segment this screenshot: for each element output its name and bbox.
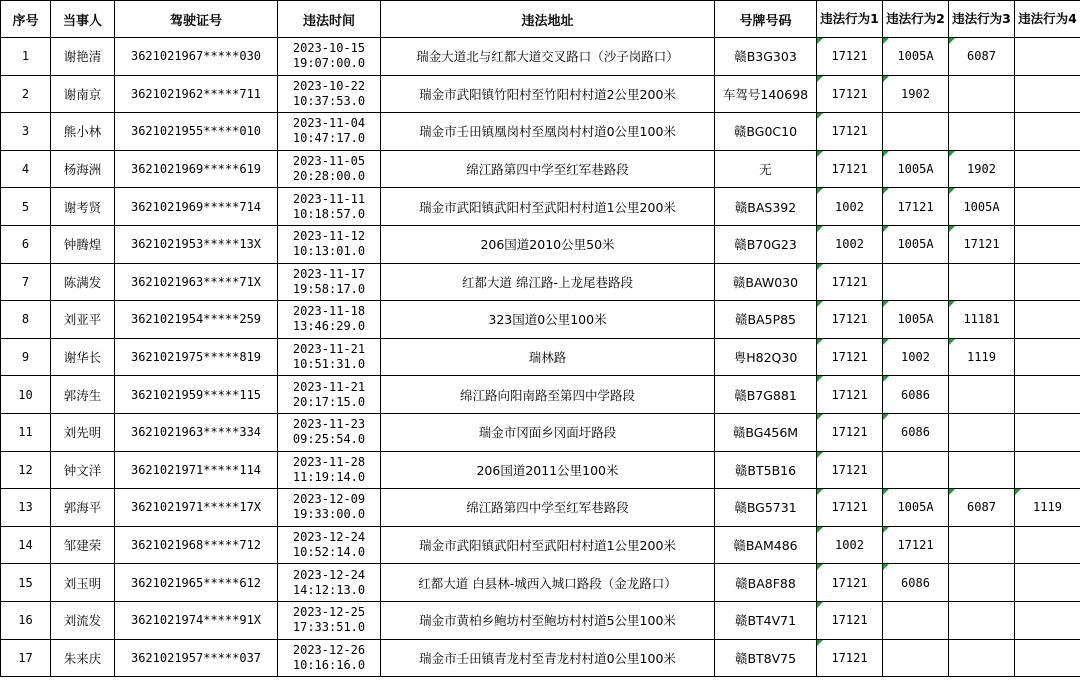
cell-seq: 12 [1, 451, 51, 489]
cell-violation-3 [949, 564, 1015, 602]
cell-violation-4 [1015, 113, 1080, 151]
cell-address: 瑞林路 [381, 338, 715, 376]
cell-time: 2023-10-15 19:07:00.0 [278, 38, 381, 76]
cell-time: 2023-12-09 19:33:00.0 [278, 489, 381, 527]
cell-violation-1: 17121 [817, 338, 883, 376]
cell-time: 2023-12-24 10:52:14.0 [278, 526, 381, 564]
cell-violation-3: 1902 [949, 150, 1015, 188]
cell-address: 绵江路第四中学至红军巷路段 [381, 150, 715, 188]
cell-time: 2023-12-25 17:33:51.0 [278, 601, 381, 639]
cell-plate: 赣BG0C10 [715, 113, 817, 151]
cell-license: 3621021971*****17X [115, 489, 278, 527]
cell-address: 瑞金市武阳镇竹阳村至竹阳村村道2公里200米 [381, 75, 715, 113]
cell-party: 谢华长 [51, 338, 115, 376]
header-seq: 序号 [1, 1, 51, 38]
header-license: 驾驶证号 [115, 1, 278, 38]
cell-seq: 3 [1, 113, 51, 151]
cell-violation-2: 17121 [883, 188, 949, 226]
cell-time: 2023-11-28 11:19:14.0 [278, 451, 381, 489]
cell-violation-3 [949, 451, 1015, 489]
cell-address: 绵江路第四中学至红军巷路段 [381, 489, 715, 527]
cell-violation-4 [1015, 601, 1080, 639]
cell-violation-3 [949, 113, 1015, 151]
cell-party: 钟腾煌 [51, 225, 115, 263]
cell-violation-1: 17121 [817, 263, 883, 301]
cell-violation-1: 17121 [817, 150, 883, 188]
cell-time: 2023-12-24 14:12:13.0 [278, 564, 381, 602]
cell-license: 3621021967*****030 [115, 38, 278, 76]
cell-violation-4 [1015, 564, 1080, 602]
cell-violation-1: 17121 [817, 489, 883, 527]
cell-address: 瑞金大道北与红都大道交叉路口（沙子岗路口） [381, 38, 715, 76]
cell-violation-1: 17121 [817, 75, 883, 113]
cell-party: 谢艳清 [51, 38, 115, 76]
cell-plate: 赣B7G881 [715, 376, 817, 414]
cell-party: 刘亚平 [51, 301, 115, 339]
cell-license: 3621021974*****91X [115, 601, 278, 639]
cell-seq: 6 [1, 225, 51, 263]
cell-violation-1: 17121 [817, 601, 883, 639]
cell-address: 206国道2011公里100米 [381, 451, 715, 489]
cell-violation-2 [883, 601, 949, 639]
cell-party: 陈满发 [51, 263, 115, 301]
cell-party: 朱来庆 [51, 639, 115, 677]
cell-violation-3: 1005A [949, 188, 1015, 226]
cell-address: 瑞金市冈面乡冈面圩路段 [381, 413, 715, 451]
cell-plate: 赣BG456M [715, 413, 817, 451]
cell-address: 323国道0公里100米 [381, 301, 715, 339]
cell-license: 3621021968*****712 [115, 526, 278, 564]
table-row [1, 301, 1080, 339]
cell-address: 瑞金市壬田镇青龙村至青龙村村道0公里100米 [381, 639, 715, 677]
cell-plate: 赣BG5731 [715, 489, 817, 527]
cell-time: 2023-11-04 10:47:17.0 [278, 113, 381, 151]
cell-party: 谢考贤 [51, 188, 115, 226]
cell-violation-2 [883, 639, 949, 677]
cell-license: 3621021954*****259 [115, 301, 278, 339]
cell-violation-2 [883, 113, 949, 151]
cell-party: 刘玉明 [51, 564, 115, 602]
cell-address: 瑞金市武阳镇武阳村至武阳村村道1公里200米 [381, 526, 715, 564]
cell-violation-2: 1002 [883, 338, 949, 376]
header-violation-3: 违法行为3 [949, 1, 1015, 38]
cell-violation-2: 17121 [883, 526, 949, 564]
cell-violation-2: 6086 [883, 413, 949, 451]
cell-violation-1: 1002 [817, 188, 883, 226]
header-violation-2: 违法行为2 [883, 1, 949, 38]
cell-violation-1: 17121 [817, 564, 883, 602]
cell-plate: 赣BAS392 [715, 188, 817, 226]
cell-seq: 4 [1, 150, 51, 188]
header-time: 违法时间 [278, 1, 381, 38]
cell-party: 郭海平 [51, 489, 115, 527]
cell-license: 3621021969*****714 [115, 188, 278, 226]
cell-plate: 车驾号140698 [715, 75, 817, 113]
cell-license: 3621021963*****334 [115, 413, 278, 451]
cell-party: 杨海洲 [51, 150, 115, 188]
cell-party: 刘流发 [51, 601, 115, 639]
cell-seq: 9 [1, 338, 51, 376]
cell-violation-1: 17121 [817, 113, 883, 151]
cell-violation-1: 17121 [817, 301, 883, 339]
cell-violation-2: 6086 [883, 564, 949, 602]
table-row [1, 526, 1080, 564]
cell-violation-3: 11181 [949, 301, 1015, 339]
cell-plate: 粤H82Q30 [715, 338, 817, 376]
table-row [1, 451, 1080, 489]
cell-violation-3 [949, 263, 1015, 301]
cell-seq: 13 [1, 489, 51, 527]
cell-time: 2023-11-17 19:58:17.0 [278, 263, 381, 301]
cell-violation-2 [883, 451, 949, 489]
cell-seq: 7 [1, 263, 51, 301]
table-row [1, 601, 1080, 639]
cell-party: 郭涛生 [51, 376, 115, 414]
cell-party: 钟文洋 [51, 451, 115, 489]
cell-plate: 赣B70G23 [715, 225, 817, 263]
cell-address: 绵江路向阳南路至第四中学路段 [381, 376, 715, 414]
header-violation-4: 违法行为4 [1015, 1, 1080, 38]
cell-violation-1: 17121 [817, 376, 883, 414]
table-row [1, 38, 1080, 76]
cell-violation-4 [1015, 263, 1080, 301]
table-body [1, 38, 1080, 677]
cell-time: 2023-11-05 20:28:00.0 [278, 150, 381, 188]
cell-license: 3621021963*****71X [115, 263, 278, 301]
cell-seq: 14 [1, 526, 51, 564]
cell-plate: 赣BAW030 [715, 263, 817, 301]
header-row [1, 1, 1080, 38]
cell-address: 红都大道 绵江路-上龙尾巷路段 [381, 263, 715, 301]
cell-license: 3621021959*****115 [115, 376, 278, 414]
cell-license: 3621021955*****010 [115, 113, 278, 151]
cell-violation-2: 1005A [883, 489, 949, 527]
cell-party: 谢南京 [51, 75, 115, 113]
cell-violation-3: 6087 [949, 489, 1015, 527]
table-row [1, 489, 1080, 527]
cell-seq: 11 [1, 413, 51, 451]
cell-license: 3621021971*****114 [115, 451, 278, 489]
table-row [1, 225, 1080, 263]
header-party: 当事人 [51, 1, 115, 38]
cell-violation-2: 1005A [883, 38, 949, 76]
table-row [1, 188, 1080, 226]
cell-violation-2: 1005A [883, 225, 949, 263]
cell-plate: 赣BT5B16 [715, 451, 817, 489]
cell-plate: 赣BA5P85 [715, 301, 817, 339]
cell-license: 3621021962*****711 [115, 75, 278, 113]
cell-violation-1: 1002 [817, 526, 883, 564]
table-row [1, 376, 1080, 414]
cell-license: 3621021965*****612 [115, 564, 278, 602]
cell-violation-4 [1015, 301, 1080, 339]
cell-license: 3621021953*****13X [115, 225, 278, 263]
cell-plate: 赣BT4V71 [715, 601, 817, 639]
table-row [1, 639, 1080, 677]
cell-violation-4 [1015, 38, 1080, 76]
cell-seq: 1 [1, 38, 51, 76]
cell-license: 3621021969*****619 [115, 150, 278, 188]
cell-seq: 15 [1, 564, 51, 602]
table-row [1, 263, 1080, 301]
table-row [1, 150, 1080, 188]
table-row [1, 113, 1080, 151]
cell-violation-4 [1015, 188, 1080, 226]
cell-seq: 8 [1, 301, 51, 339]
table-row [1, 338, 1080, 376]
cell-seq: 16 [1, 601, 51, 639]
cell-violation-4 [1015, 150, 1080, 188]
cell-violation-1: 1002 [817, 225, 883, 263]
cell-violation-4 [1015, 451, 1080, 489]
cell-time: 2023-11-18 13:46:29.0 [278, 301, 381, 339]
cell-violation-3 [949, 601, 1015, 639]
cell-violation-4 [1015, 225, 1080, 263]
cell-violation-3: 1119 [949, 338, 1015, 376]
header-plate: 号牌号码 [715, 1, 817, 38]
cell-violation-2: 6086 [883, 376, 949, 414]
cell-seq: 2 [1, 75, 51, 113]
cell-plate: 赣BAM486 [715, 526, 817, 564]
cell-violation-3: 6087 [949, 38, 1015, 76]
cell-violation-3: 17121 [949, 225, 1015, 263]
cell-party: 邹建荣 [51, 526, 115, 564]
cell-violation-3 [949, 75, 1015, 113]
table-row [1, 413, 1080, 451]
cell-violation-4 [1015, 376, 1080, 414]
header-violation-1: 违法行为1 [817, 1, 883, 38]
cell-violation-3 [949, 376, 1015, 414]
cell-violation-1: 17121 [817, 639, 883, 677]
cell-plate: 赣BT8V75 [715, 639, 817, 677]
cell-party: 熊小林 [51, 113, 115, 151]
cell-violation-4 [1015, 526, 1080, 564]
cell-violation-2: 1902 [883, 75, 949, 113]
cell-violation-4 [1015, 639, 1080, 677]
cell-plate: 无 [715, 150, 817, 188]
cell-address: 瑞金市武阳镇武阳村至武阳村村道1公里200米 [381, 188, 715, 226]
cell-violation-2 [883, 263, 949, 301]
cell-time: 2023-11-12 10:13:01.0 [278, 225, 381, 263]
cell-seq: 17 [1, 639, 51, 677]
cell-plate: 赣BA8F88 [715, 564, 817, 602]
header-address: 违法地址 [381, 1, 715, 38]
cell-party: 刘先明 [51, 413, 115, 451]
cell-time: 2023-11-11 10:18:57.0 [278, 188, 381, 226]
cell-time: 2023-12-26 10:16:16.0 [278, 639, 381, 677]
cell-violation-3 [949, 639, 1015, 677]
cell-plate: 赣B3G303 [715, 38, 817, 76]
cell-time: 2023-11-21 20:17:15.0 [278, 376, 381, 414]
cell-violation-4: 1119 [1015, 489, 1080, 527]
cell-violation-3 [949, 526, 1015, 564]
cell-violation-3 [949, 413, 1015, 451]
cell-violation-4 [1015, 413, 1080, 451]
cell-violation-2: 1005A [883, 301, 949, 339]
table-row [1, 564, 1080, 602]
table-row [1, 75, 1080, 113]
cell-seq: 10 [1, 376, 51, 414]
cell-violation-1: 17121 [817, 38, 883, 76]
cell-violation-4 [1015, 75, 1080, 113]
cell-address: 206国道2010公里50米 [381, 225, 715, 263]
cell-license: 3621021957*****037 [115, 639, 278, 677]
cell-address: 瑞金市壬田镇凰岗村至凰岗村村道0公里100米 [381, 113, 715, 151]
cell-license: 3621021975*****819 [115, 338, 278, 376]
cell-violation-1: 17121 [817, 451, 883, 489]
cell-address: 红都大道 白县林-城西入城口路段（金龙路口） [381, 564, 715, 602]
cell-violation-2: 1005A [883, 150, 949, 188]
cell-time: 2023-11-23 09:25:54.0 [278, 413, 381, 451]
cell-violation-1: 17121 [817, 413, 883, 451]
cell-seq: 5 [1, 188, 51, 226]
cell-address: 瑞金市黄柏乡鲍坊村至鲍坊村村道5公里100米 [381, 601, 715, 639]
cell-violation-4 [1015, 338, 1080, 376]
cell-time: 2023-10-22 10:37:53.0 [278, 75, 381, 113]
cell-time: 2023-11-21 10:51:31.0 [278, 338, 381, 376]
